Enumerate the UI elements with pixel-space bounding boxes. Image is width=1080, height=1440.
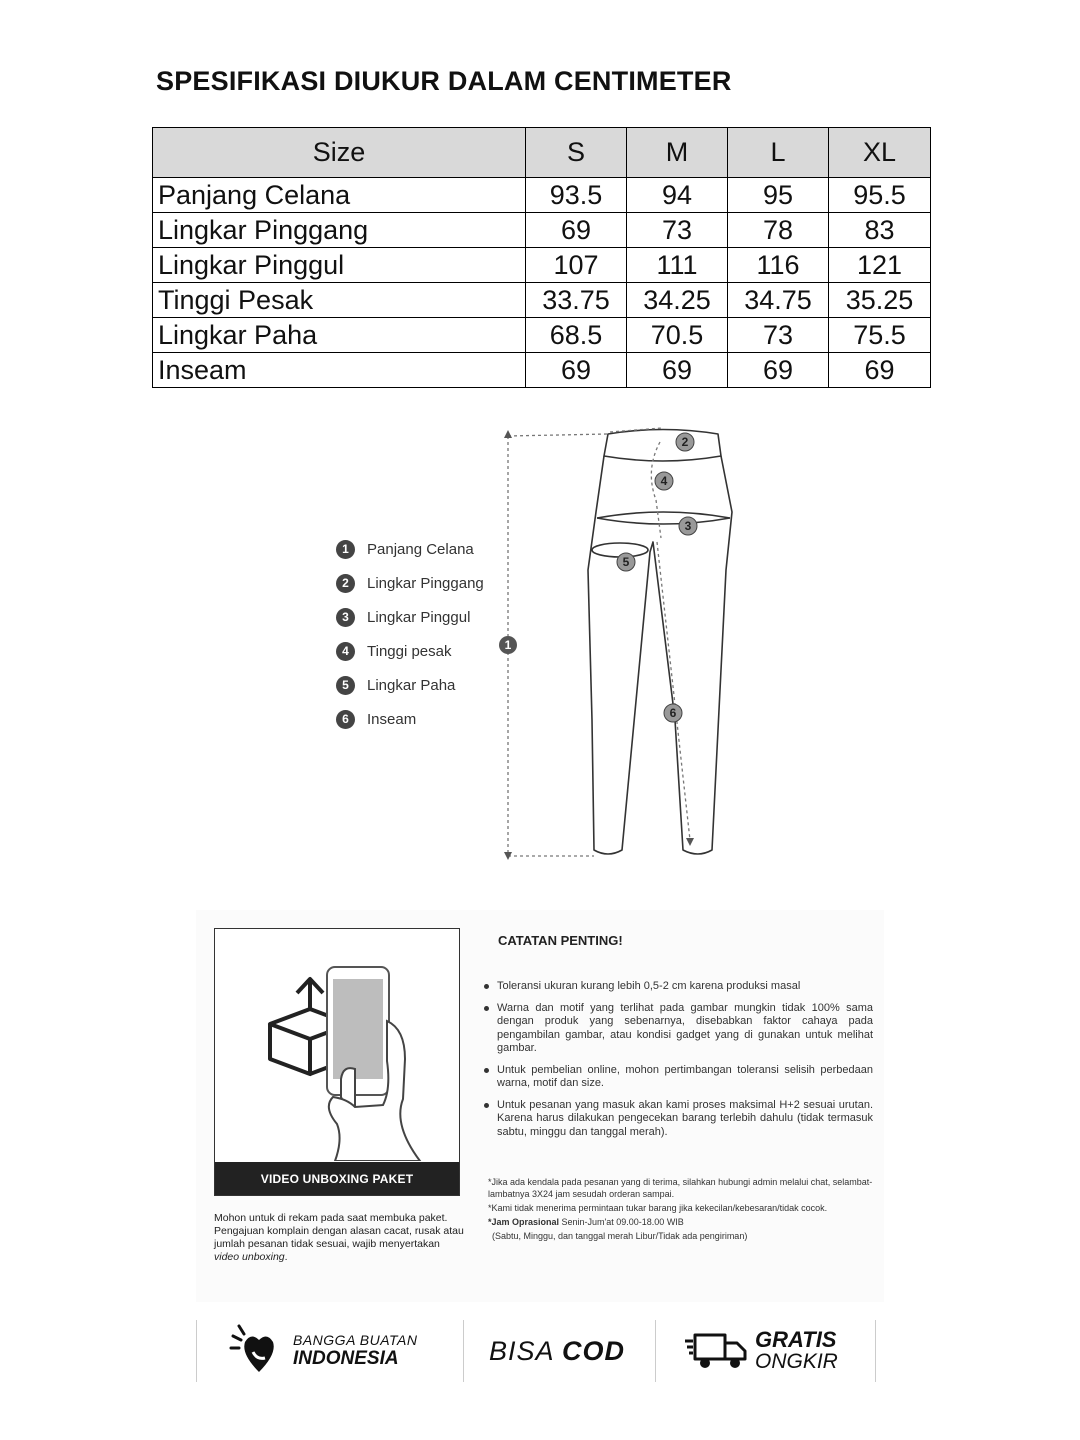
legend-label: Tinggi pesak bbox=[367, 642, 452, 660]
table-cell: 33.75 bbox=[526, 283, 627, 318]
table-cell: 75.5 bbox=[829, 318, 931, 353]
footnote bbox=[488, 1216, 878, 1228]
marker-1 bbox=[499, 636, 517, 654]
badge-divider bbox=[463, 1320, 464, 1382]
badge-gratis-ongkir bbox=[683, 1320, 838, 1382]
legend-item bbox=[336, 668, 484, 702]
table-cell: 34.25 bbox=[627, 283, 728, 318]
row-label: Lingkar Paha bbox=[153, 318, 526, 353]
phone-hand-unboxing-icon bbox=[215, 929, 457, 1161]
svg-text:4: 4 bbox=[660, 474, 668, 488]
size-spec-table bbox=[152, 127, 931, 388]
row-label: Tinggi Pesak bbox=[153, 283, 526, 318]
table-cell: 34.75 bbox=[728, 283, 829, 318]
table-row bbox=[153, 213, 931, 248]
footnotes bbox=[488, 1176, 878, 1244]
feature-badges bbox=[196, 1320, 876, 1382]
table-cell: 68.5 bbox=[526, 318, 627, 353]
legend-number: 1 bbox=[336, 540, 355, 559]
page-title: SPESIFIKASI DIUKUR DALAM CENTIMETER bbox=[156, 66, 732, 96]
pants-waistband bbox=[604, 430, 721, 462]
legend-label: Lingkar Pinggang bbox=[367, 574, 484, 592]
footnote: (Sabtu, Minggu, dan tanggal merah Libur/Tidak ada pengiriman) bbox=[492, 1231, 748, 1241]
list-item: Toleransi ukuran kurang lebih 0,5-2 cm karena produksi masal bbox=[497, 980, 873, 994]
table-cell: 94 bbox=[627, 178, 728, 213]
notes-list bbox=[482, 980, 873, 1147]
measurement-legend bbox=[336, 532, 484, 736]
table-cell: 35.25 bbox=[829, 283, 931, 318]
bangga-top-text: BANGGA BUATAN bbox=[293, 1332, 418, 1348]
header-size: Size bbox=[153, 128, 526, 178]
legend-label: Panjang Celana bbox=[367, 540, 474, 558]
table-cell: 78 bbox=[728, 213, 829, 248]
bangga-bottom-text: INDONESIA bbox=[293, 1348, 399, 1369]
table-cell: 95 bbox=[728, 178, 829, 213]
notes-title: CATATAN PENTING! bbox=[498, 933, 623, 948]
unboxing-text-italic: video unboxing bbox=[214, 1251, 285, 1263]
footnote-label: *Jam Oprasional bbox=[488, 1217, 560, 1227]
gratis-bottom-text: ONGKIR bbox=[755, 1350, 838, 1373]
delivery-truck-icon bbox=[683, 1329, 749, 1373]
cod-prefix: BISA bbox=[489, 1335, 554, 1366]
header-xl: XL bbox=[829, 128, 931, 178]
svg-text:3: 3 bbox=[684, 519, 692, 533]
svg-text:6: 6 bbox=[669, 706, 677, 720]
table-cell: 73 bbox=[627, 213, 728, 248]
table-cell: 69 bbox=[526, 353, 627, 388]
video-unboxing-card bbox=[214, 928, 460, 1196]
list-item: Untuk pesanan yang masuk akan kami proses maksimal H+2 sesuai urutan. Karena harus dilakukan pengecekan barang terlebih dahulu (tidak termasuk sabtu, minggu dan tanggal merah). bbox=[497, 1098, 873, 1138]
row-label: Lingkar Pinggul bbox=[153, 248, 526, 283]
table-row bbox=[153, 283, 931, 318]
table-cell: 107 bbox=[526, 248, 627, 283]
row-label: Panjang Celana bbox=[153, 178, 526, 213]
table-cell: 69 bbox=[526, 213, 627, 248]
header-s: S bbox=[526, 128, 627, 178]
table-cell: 73 bbox=[728, 318, 829, 353]
table-cell: 69 bbox=[627, 353, 728, 388]
badge-bisa-cod bbox=[489, 1320, 625, 1382]
legend-item bbox=[336, 600, 484, 634]
heart-hand-icon bbox=[227, 1322, 287, 1380]
legend-number: 3 bbox=[336, 608, 355, 627]
row-label: Inseam bbox=[153, 353, 526, 388]
footnote: *Jika ada kendala pada pesanan yang di terima, silahkan hubungi admin melalui chat, selambat-lambatnya 3X24 jam sesudah orderan sampai. bbox=[488, 1177, 873, 1199]
legend-number: 5 bbox=[336, 676, 355, 695]
unboxing-instructions bbox=[214, 1212, 464, 1264]
footnote-value: Senin-Jum'at 09.00-18.00 WIB bbox=[559, 1217, 684, 1227]
marker-4 bbox=[655, 472, 673, 490]
legend-label: Lingkar Paha bbox=[367, 676, 456, 694]
legend-item bbox=[336, 566, 484, 600]
list-item: Untuk pembelian online, mohon pertimbangan toleransi selisih perbedaan warna, motif dan size. bbox=[497, 1063, 873, 1089]
table-cell: 83 bbox=[829, 213, 931, 248]
badge-bangga-buatan-indonesia bbox=[227, 1320, 417, 1382]
table-cell: 69 bbox=[829, 353, 931, 388]
cod-bold: COD bbox=[562, 1335, 626, 1366]
header-m: M bbox=[627, 128, 728, 178]
footnote: *Kami tidak menerima permintaan tukar barang jika kekecilan/kebesaran/tidak cocok. bbox=[488, 1203, 828, 1213]
table-cell: 70.5 bbox=[627, 318, 728, 353]
table-row bbox=[153, 178, 931, 213]
table-header-row bbox=[153, 128, 931, 178]
legend-item bbox=[336, 634, 484, 668]
header-l: L bbox=[728, 128, 829, 178]
table-cell: 111 bbox=[627, 248, 728, 283]
list-item: Warna dan motif yang terlihat pada gambar mungkin tidak 100% sama dengan produk yang sebenarnya, disebabkan faktor cahaya pada pengambilan gambar, atau kondisi gadget yang di gunakan untuk melihat gambar. bbox=[497, 1001, 873, 1054]
unboxing-text-end: . bbox=[284, 1251, 288, 1263]
table-row bbox=[153, 318, 931, 353]
marker-5 bbox=[617, 553, 635, 571]
gratis-top-text: GRATIS bbox=[755, 1327, 837, 1352]
badge-divider bbox=[655, 1320, 656, 1382]
svg-text:2: 2 bbox=[681, 435, 689, 449]
legend-label: Lingkar Pinggul bbox=[367, 608, 471, 626]
marker-3 bbox=[679, 517, 697, 535]
hip-line bbox=[597, 512, 730, 518]
svg-text:1: 1 bbox=[504, 638, 512, 652]
table-row bbox=[153, 353, 931, 388]
pants-measurement-diagram bbox=[490, 420, 750, 870]
table-cell: 95.5 bbox=[829, 178, 931, 213]
legend-number: 4 bbox=[336, 642, 355, 661]
unboxing-text: Mohon untuk di rekam pada saat membuka paket. Pengajuan komplain dengan alasan cacat, rusak atau jumlah pesanan tidak sesuai, wajib menyertakan bbox=[214, 1212, 464, 1250]
marker-2 bbox=[676, 433, 694, 451]
legend-number: 6 bbox=[336, 710, 355, 729]
legend-item bbox=[336, 532, 484, 566]
legend-label: Inseam bbox=[367, 710, 417, 728]
legend-item bbox=[336, 702, 484, 736]
table-cell: 121 bbox=[829, 248, 931, 283]
marker-6 bbox=[664, 704, 682, 722]
row-label: Lingkar Pinggang bbox=[153, 213, 526, 248]
svg-text:5: 5 bbox=[622, 555, 630, 569]
table-cell: 93.5 bbox=[526, 178, 627, 213]
table-cell: 69 bbox=[728, 353, 829, 388]
unboxing-bar-label: VIDEO UNBOXING PAKET bbox=[215, 1162, 459, 1195]
table-row bbox=[153, 248, 931, 283]
table-cell: 116 bbox=[728, 248, 829, 283]
legend-number: 2 bbox=[336, 574, 355, 593]
